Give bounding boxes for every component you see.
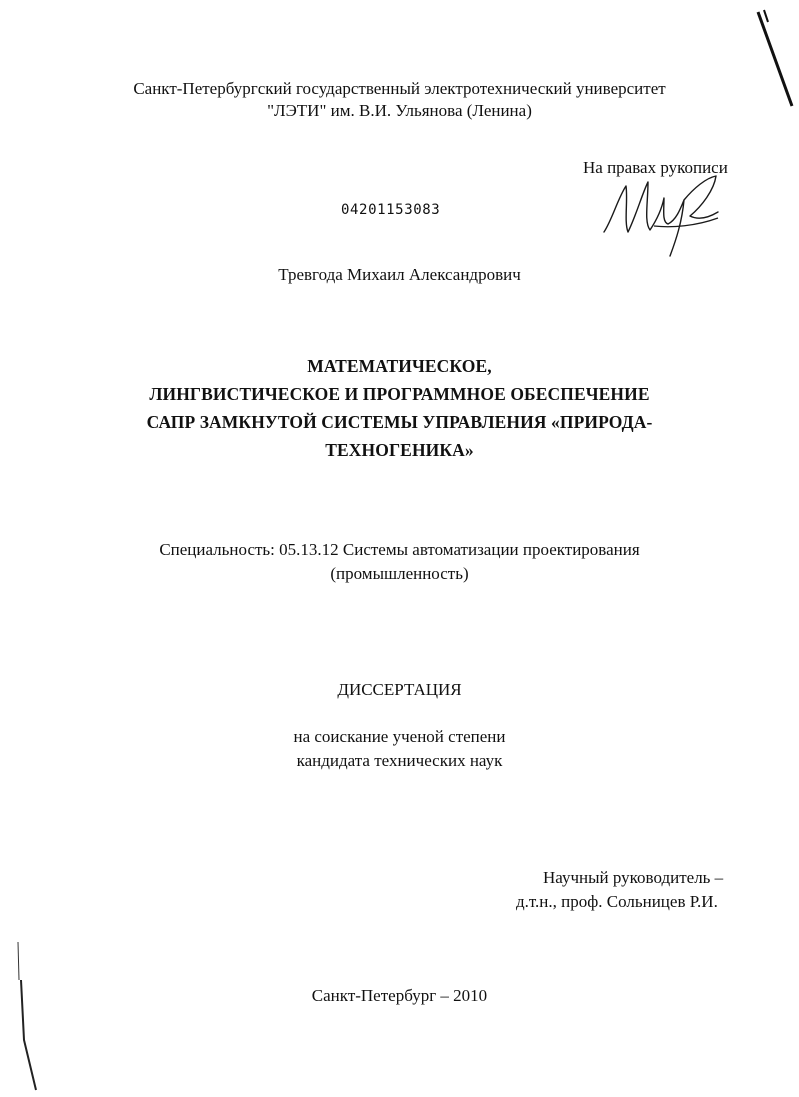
scan-edge-mark-left <box>10 940 40 1097</box>
specialty-line2: (промышленность) <box>330 564 469 583</box>
title-line4: ТЕХНОГЕНИКА» <box>325 440 474 460</box>
title-line1: МАТЕМАТИЧЕСКОЕ, <box>307 356 492 376</box>
supervisor-line1: Научный руководитель – <box>543 868 724 887</box>
degree-line1: на соискание ученой степени <box>293 727 506 746</box>
signature <box>598 168 728 264</box>
university-name-line2: "ЛЭТИ" им. В.И. Ульянова (Ленина) <box>267 101 532 120</box>
title-line3: САПР ЗАМКНУТОЙ СИСТЕМЫ УПРАВЛЕНИЯ «ПРИРОДА- <box>146 412 653 432</box>
specialty-line1: Специальность: 05.13.12 Системы автоматизации проектирования <box>159 540 640 559</box>
document-type: ДИССЕРТАЦИЯ <box>337 680 462 699</box>
rights-notice: На правах рукописи <box>583 158 728 177</box>
supervisor-line2: д.т.н., проф. Сольницев Р.И. <box>516 892 718 911</box>
footer-city-year: Санкт-Петербург – 2010 <box>311 986 488 1005</box>
title-line2: ЛИНГВИСТИЧЕСКОЕ И ПРОГРАММНОЕ ОБЕСПЕЧЕНИЕ <box>149 384 650 404</box>
registration-code: 04201153083 <box>341 202 441 218</box>
university-name-line1: Санкт-Петербургский государственный электротехнический университет <box>133 79 666 98</box>
author-name: Тревгода Михаил Александрович <box>278 265 521 284</box>
degree-line2: кандидата технических наук <box>296 751 503 770</box>
